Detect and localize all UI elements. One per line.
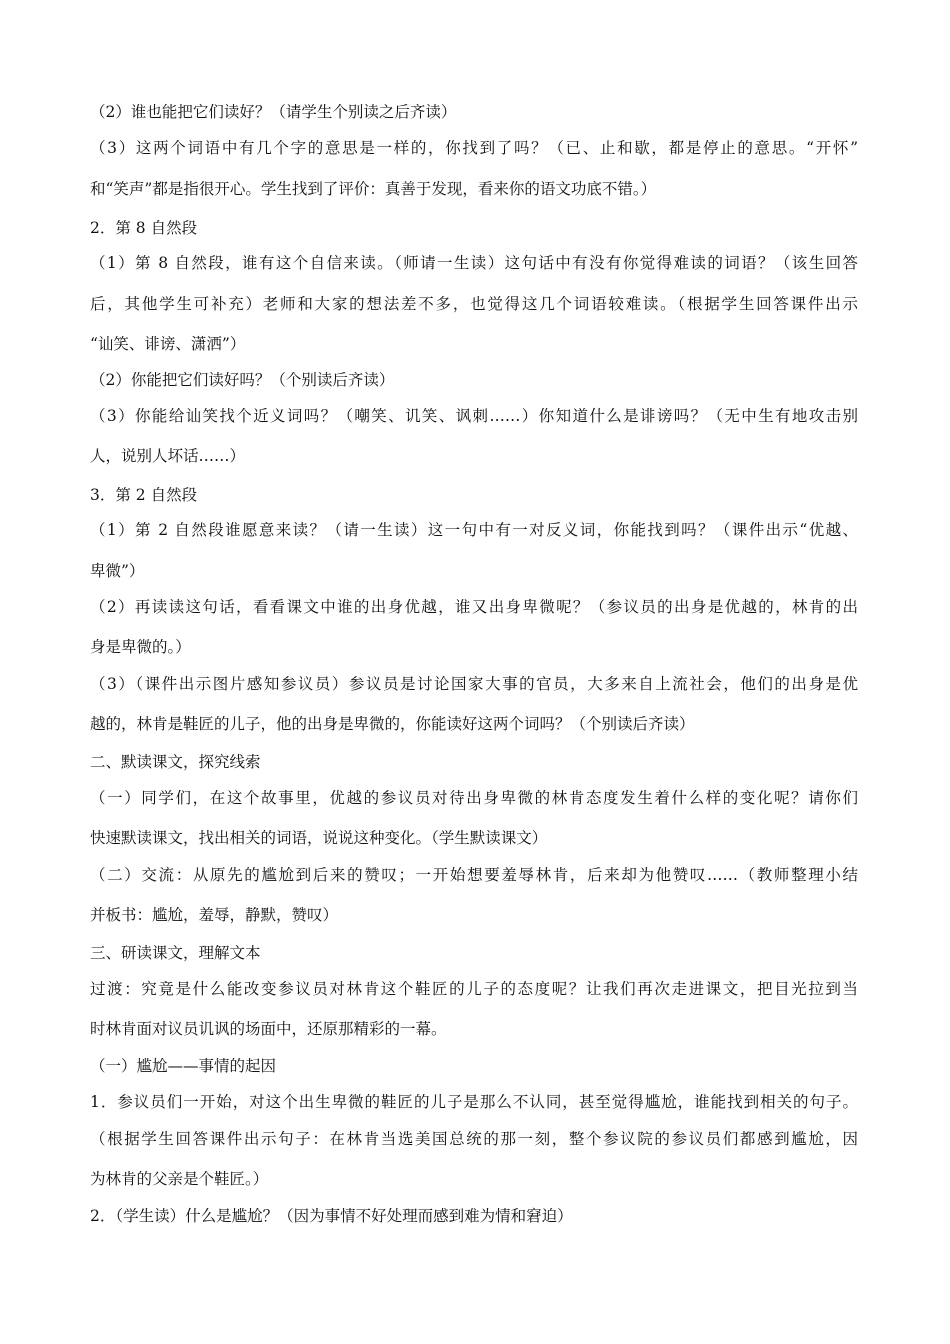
text-line: （2）你能把它们读好吗？（个别读后齐读） [90,371,395,389]
text-line: 并板书：尴尬，羞辱，静默，赞叹） [90,906,339,924]
text-line: 和“笑声”都是指很开心。学生找到了评价：真善于发现，看来你的语文功底不错。） [90,180,657,198]
text-line: （一）同学们，在这个故事里，优越的参议员对待出身卑微的林肯态度发生着什么样的变化呢？请你们 [90,789,858,807]
section-heading: （一）尴尬——事情的起因 [90,1057,277,1075]
text-line: （1）第 8 自然段，谁有这个自信来读。（师请一生读）这句话中有没有你觉得难读的词语？（该生回答 [90,254,858,272]
text-line: 为林肯的父亲是个鞋匠。） [90,1170,269,1188]
text-line: （3）你能给讪笑找个近义词吗？（嘲笑、讥笑、讽刺……）你知道什么是诽谤吗？（无中生有地攻击别 [90,407,858,425]
text-line: 人，说别人坏话……） [90,447,246,465]
text-line: （3）（课件出示图片感知参议员）参议员是讨论国家大事的官员，大多来自上流社会，他们的出身是优 [90,675,858,693]
text-line: （二）交流：从原先的尴尬到后来的赞叹；一开始想要羞辱林肯，后来却为他赞叹……（教师整理小结 [90,866,858,884]
text-line: 后，其他学生可补充）老师和大家的想法差不多，也觉得这几个词语较难读。（根据学生回答课件出示 [90,295,858,313]
text-line: （1）第 2 自然段谁愿意来读？（请一生读）这一句中有一对反义词，你能找到吗？（课件出示“优越、 [90,521,858,539]
text-line: （2）再读读这句话，看看课文中谁的出身优越，谁又出身卑微呢？（参议员的出身是优越的，林肯的出 [90,598,858,616]
text-line: （根据学生回答课件出示句子：在林肯当选美国总统的那一刻，整个参议院的参议员们都感到尴尬，因 [90,1130,858,1148]
text-line: 2．（学生读）什么是尴尬？（因为事情不好处理而感到难为情和窘迫） [90,1207,573,1225]
text-line: 过渡：究竟是什么能改变参议员对林肯这个鞋匠的儿子的态度呢？让我们再次走进课文，把目光拉到当 [90,980,858,998]
text-line: “讪笑、诽谤、潇洒”） [90,335,246,353]
text-line: 身是卑微的。） [90,638,191,656]
text-line: 越的，林肯是鞋匠的儿子，他的出身是卑微的，你能读好这两个词吗？（个别读后齐读） [90,715,695,733]
text-line: （2）谁也能把它们读好？（请学生个别读之后齐读） [90,103,457,121]
text-line: （3）这两个词语中有几个字的意思是一样的，你找到了吗？（已、止和歇，都是停止的意思。“开怀” [90,139,858,157]
text-line: 卑微”） [90,562,145,580]
text-line: 时林肯面对议员讥讽的场面中，还原那精彩的一幕。 [90,1020,447,1038]
text-line: 1．参议员们一开始，对这个出生卑微的鞋匠的儿子是那么不认同，甚至觉得尴尬，谁能找到相关的句子。 [90,1093,858,1111]
section-heading: 2．第 8 自然段 [90,219,198,237]
section-heading: 三、研读课文，理解文本 [90,944,261,962]
section-heading: 3．第 2 自然段 [90,486,198,504]
text-line: 快速默读课文，找出相关的词语，说说这种变化。（学生默读课文） [90,829,548,847]
section-heading: 二、默读课文，探究线索 [90,753,261,771]
